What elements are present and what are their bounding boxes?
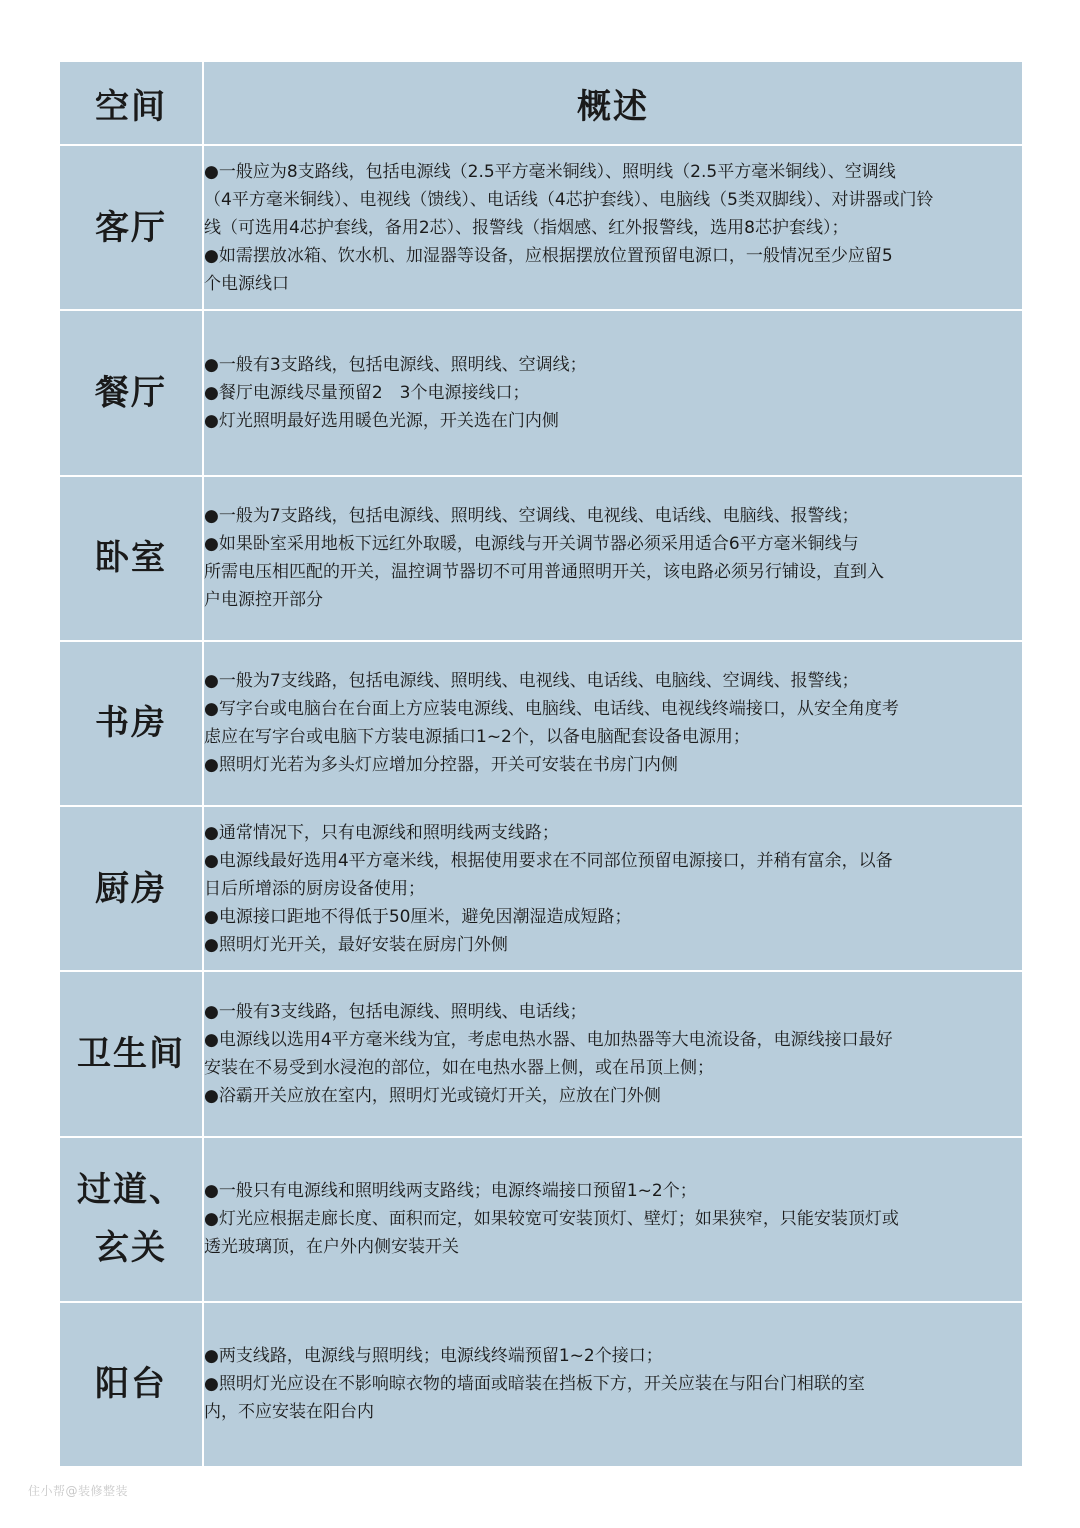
description-cell [203,1137,1023,1302]
description-line: 所需电压相匹配的开关，温控调节器切不可用普通照明开关，该电路必须另行铺设，直到入 [204,562,884,583]
description-line: ●电源线以选用4平方毫米线为宜，考虑电热水器、电加热器等大电流设备，电源线接口最好 [204,1029,893,1050]
description-line: ●如需摆放冰箱、饮水机、加湿器等设备，应根据摆放位置预留电源口，一般情况至少应留5 [204,245,893,266]
space-name: 餐厅 [95,372,167,413]
table-row [59,971,1023,1136]
header-space: 空间 [59,61,203,145]
description-line: ●一般为7支路线，包括电源线、照明线、空调线、电视线、电话线、电脑线、报警线； [204,506,859,527]
space-name-cell [59,971,203,1136]
description-line: ●餐厅电源线尽量预留2 3个电源接线口； [204,382,530,403]
space-name-cell [59,310,203,475]
description-line: ●照明灯光开关，最好安装在厨房门外侧 [204,934,508,955]
description-line: 个电源线口 [204,273,289,294]
space-name: 书房 [95,703,167,744]
description-line: ●如果卧室采用地板下远红外取暖，电源线与开关调节器必须采用适合6平方毫米铜线与 [204,534,859,555]
description-line: （4平方毫米铜线）、电视线（馈线）、电话线（4芯护套线）、电脑线（5类双脚线）、对讲器或门铃 [204,189,934,210]
description-cell [203,310,1023,475]
space-name-cell [59,641,203,806]
space-name-cell [59,145,203,310]
description-line: ●灯光应根据走廊长度、面积而定，如果较宽可安装顶灯、壁灯；如果狭窄，只能安装顶灯或 [204,1209,899,1230]
description-cell [203,971,1023,1136]
description-cell [203,806,1023,971]
description-line: ●一般应为8支路线，包括电源线（2.5平方毫米铜线）、照明线（2.5平方毫米铜线）、空调线 [204,161,896,182]
table-header-row [59,61,1023,145]
space-name: 阳台 [95,1364,167,1405]
space-name: 卧室 [95,538,167,579]
wiring-table [58,60,1024,1468]
watermark: 住小帮@装修整装 [28,1484,129,1498]
description-line: ●一般为7支线路，包括电源线、照明线、电视线、电话线、电脑线、空调线、报警线； [204,671,859,692]
description-line: 内，不应安装在阳台内 [204,1402,374,1423]
description-line: ●电源线最好选用4平方毫米线，根据使用要求在不同部位预留电源接口，并稍有富余，以备 [204,850,893,871]
space-name: 玄关 [95,1228,167,1269]
description-line: ●照明灯光若为多头灯应增加分控器，开关可安装在书房门内侧 [204,755,678,776]
description-line: ●照明灯光应设在不影响晾衣物的墙面或暗装在挡板下方，开关应装在与阳台门相联的室 [204,1374,865,1395]
table-row [59,310,1023,475]
space-name: 客厅 [95,207,167,248]
description-line: ●灯光照明最好选用暖色光源，开关选在门内侧 [204,410,559,431]
description-line: ●两支线路，电源线与照明线；电源线终端预留1~2个接口； [204,1346,663,1367]
description-line: ●浴霸开关应放在室内，照明灯光或镜灯开关，应放在门外侧 [204,1085,661,1106]
table-row [59,641,1023,806]
table-row [59,476,1023,641]
space-name: 过道、 [77,1170,185,1211]
space-name-cell [59,476,203,641]
description-line: ●一般有3支线路，包括电源线、照明线、电话线； [204,1001,587,1022]
description-cell [203,145,1023,310]
description-cell [203,476,1023,641]
description-line: 线（可选用4芯护套线，备用2芯）、报警线（指烟感、红外报警线，选用8芯护套线）； [204,217,849,238]
description-line: ●一般只有电源线和照明线两支路线；电源终端接口预留1~2个； [204,1181,697,1202]
header-description: 概述 [203,61,1023,145]
space-name: 卫生间 [77,1033,185,1074]
table-row [59,145,1023,310]
description-line: ●一般有3支路线，包括电源线、照明线、空调线； [204,354,587,375]
description-line: 虑应在写字台或电脑下方装电源插口1~2个，以备电脑配套设备电源用； [204,727,750,748]
description-line: ●通常情况下，只有电源线和照明线两支线路； [204,822,559,843]
description-cell [203,1302,1023,1467]
space-name-cell [59,1302,203,1467]
description-line: 户电源控开部分 [204,590,323,611]
space-name-cell [59,806,203,971]
description-line: ●电源接口距地不得低于50厘米，避免因潮湿造成短路； [204,906,632,927]
description-cell [203,641,1023,806]
table-row [59,1302,1023,1467]
table-row [59,1137,1023,1302]
table-body [59,145,1023,1467]
description-line: 安装在不易受到水浸泡的部位，如在电热水器上侧，或在吊顶上侧； [204,1057,714,1078]
space-name: 厨房 [95,868,167,909]
space-name-cell [59,1137,203,1302]
description-line: 日后所增添的厨房设备使用； [204,878,425,899]
description-line: ●写字台或电脑台在台面上方应装电源线、电脑线、电话线、电视线终端接口，从安全角度考 [204,699,899,720]
description-line: 透光玻璃顶，在户外内侧安装开关 [204,1237,459,1258]
table-row [59,806,1023,971]
